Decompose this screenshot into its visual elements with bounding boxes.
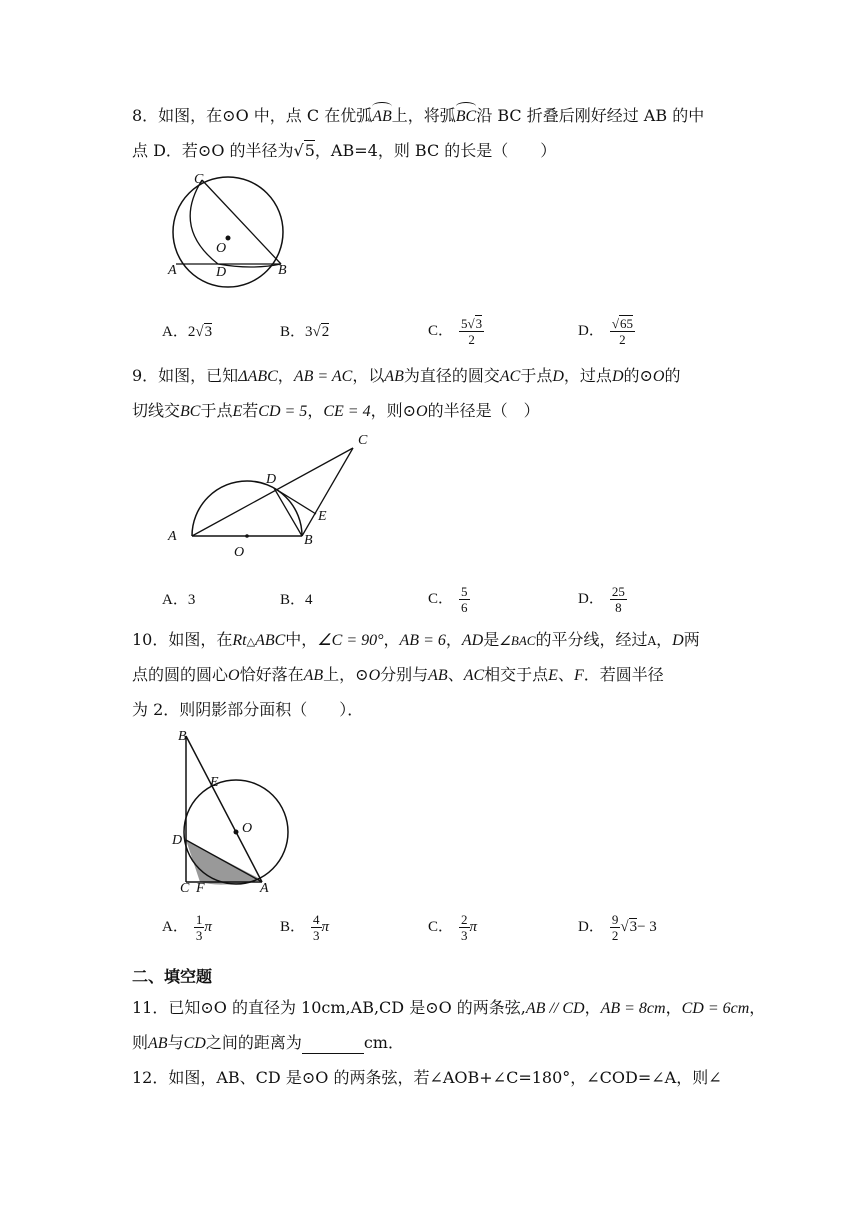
q9-line-db [274, 488, 302, 536]
q9-line1: 9．如图，已知ΔABC，AB = AC，以AB为直径的圆交AC于点D，过点D的⊙O的 [132, 366, 681, 385]
q10-figure [160, 722, 320, 896]
q10-option-a: A． $\frac{1}{3}$ π [162, 912, 212, 943]
q10-label-b: B [178, 729, 187, 744]
arc-ab: AB [372, 106, 392, 127]
q10-label-f: F [196, 881, 205, 896]
q9-label-d: D [266, 472, 277, 487]
q8-chord-bc [202, 180, 281, 264]
q9-label-c: C [358, 433, 368, 448]
q8-label-d: D [216, 265, 227, 280]
q10-center-dot [234, 830, 239, 835]
q10-option-c: C． $\frac{2}{3}$ π [428, 912, 478, 943]
q8-line2: 点 D．若⊙O 的半径为√5，AB=4，则 BC 的长是（ ） [132, 141, 557, 160]
q9-option-b: B．4 [280, 592, 313, 608]
q8-option-d: D． $\frac{√65}{2}$ [578, 316, 633, 347]
q8-label-a: A [168, 263, 177, 278]
q9-label-o: O [234, 545, 245, 560]
section-heading-fill-blank: 二、填空题 [132, 967, 213, 986]
q9-line-ac [192, 448, 353, 536]
arc-bc: BC [456, 106, 476, 127]
q9-option-d: D． $\frac{25}{8}$ [578, 584, 625, 615]
q12-line1: 12．如图，AB、CD 是⊙O 的两条弦，若∠AOB+∠C=180°，∠COD=∠A，则∠ [132, 1068, 722, 1087]
q8-line1: 8．如图，在⊙O 中，点 C 在优弧 AB上，将弧 BC沿 BC 折叠后刚好经过 AB 的中 [132, 106, 732, 127]
q8-center-dot [226, 236, 231, 241]
q9-option-a: A．3 [162, 592, 196, 608]
q8-figure [160, 168, 300, 310]
q9-option-c: C． $\frac{5}{6}$ [428, 584, 468, 615]
q10-label-c: C [180, 881, 190, 896]
q10-option-d: D． $\frac{9}{2}$ √3− 3 [578, 912, 657, 943]
q10-label-e: E [210, 775, 219, 790]
q9-figure [160, 428, 390, 564]
q10-label-d: D [172, 833, 183, 848]
q8-option-a: A．2√3 [162, 324, 213, 340]
q8-circle [173, 177, 283, 287]
q9-line2: 切线交BC于点E若CD = 5，CE = 4，则⊙O的半径是（ ） [132, 401, 540, 420]
q10-option-b: B． $\frac{4}{3}$ π [280, 912, 330, 943]
q10-line2: 点的圆的圆心O恰好落在AB上，⊙O分别与AB、AC相交于点E、F．若圆半径 [132, 665, 664, 684]
q10-line1: 10．如图，在Rt△ABC中，∠C = 90°，AB = 6，AD是∠BAC的平分线，经过A，D两 [132, 630, 700, 649]
q9-label-b: B [304, 533, 313, 548]
q8-option-b: B．3√2 [280, 324, 330, 340]
q10-line3: 为 2．则阴影部分面积（ ）． [132, 700, 364, 719]
q8-label-b: B [278, 263, 287, 278]
q8-label-c: C [194, 172, 204, 187]
q11-line2: 则AB与CD之间的距离为 cm． [132, 1033, 404, 1052]
q9-center-dot [245, 534, 249, 538]
q11-line1: 11．已知⊙O 的直径为 10cm,AB,CD 是⊙O 的两条弦,AB // CD，AB = 8cm，CD = 6cm， [132, 998, 766, 1017]
q8-label-o: O [216, 241, 227, 256]
q11-answer-blank[interactable] [302, 1039, 364, 1054]
q10-label-a: A [260, 881, 269, 896]
q10-label-o: O [242, 821, 253, 836]
q9-label-a: A [168, 529, 177, 544]
q8-option-c: C． $\frac{5√3}{2}$ [428, 316, 483, 347]
sqrt-symbol: √ [293, 141, 304, 160]
q9-label-e: E [318, 509, 327, 524]
